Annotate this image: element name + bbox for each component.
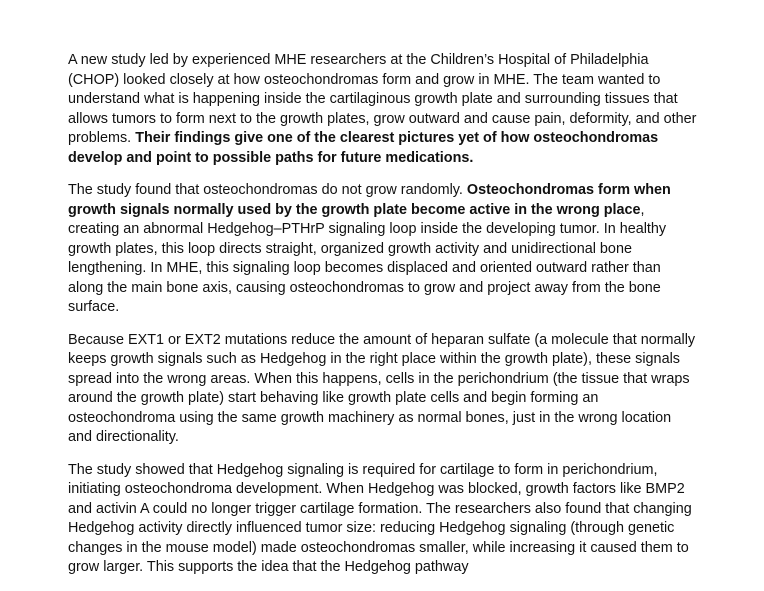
- intro-bold-text: Their findings give one of the clearest pictures yet of how osteochondromas develop and point to possible paths for future medications.: [68, 130, 659, 166]
- intro-text: A new study led by experienced MHE researchers at the Children’s Hospital of Philadelphia (CHOP) looked closely at how osteochondromas form and grow in MHE. The team wanted to understand what is happening inside the cartilaginous growth plate and surrounding tissues that allows tumors to form next to the growth plates, grow outward and cause pain, deformity, and other problems.: [68, 52, 697, 146]
- findings-rest-text: , creating an abnormal Hedgehog–PTHrP signaling loop inside the developing tumor. In healthy growth plates, this loop directs straight, organized growth activity and unidirectional bone lengthening. In MHE, this signaling loop becomes displaced and oriented outward rather than along the main bone axis, causing osteochondromas to grow and project away from the bone surface.: [68, 201, 667, 315]
- paragraph-mechanism: [68, 331, 698, 448]
- mechanism-text: Because EXT1 or EXT2 mutations reduce the amount of heparan sulfate (a molecule that normally keeps growth signals such as Hedgehog in the right place within the growth plate), these signals spread into the wrong areas. When this happens, cells in the perichondrium (the tissue that wraps around the growth plate) start behaving like growth plate cells and begin forming an osteochondroma using the same growth machinery as normal bones, just in the wrong location and directionality.: [68, 331, 696, 445]
- findings-bold-text: Osteochondromas form when growth signals normally used by the growth plate become active in the wrong place: [68, 182, 671, 218]
- article-body: [68, 51, 698, 591]
- findings-lead-text: The study found that osteochondromas do not grow randomly.: [68, 182, 467, 198]
- paragraph-findings: [68, 181, 698, 318]
- paragraph-hedgehog: [68, 461, 698, 578]
- hedgehog-text: The study showed that Hedgehog signaling is required for cartilage to form in perichondrium, initiating osteochondroma development. When Hedgehog was blocked, growth factors like BMP2 and activin A could no longer trigger cartilage formation. The researchers also found that changing Hedgehog activity directly influenced tumor size: reducing Hedgehog signaling (through genetic changes in the mouse model) made osteochondromas smaller, while increasing it caused them to grow larger. This supports the idea that the Hedgehog pathway: [68, 461, 692, 575]
- paragraph-intro: [68, 51, 698, 168]
